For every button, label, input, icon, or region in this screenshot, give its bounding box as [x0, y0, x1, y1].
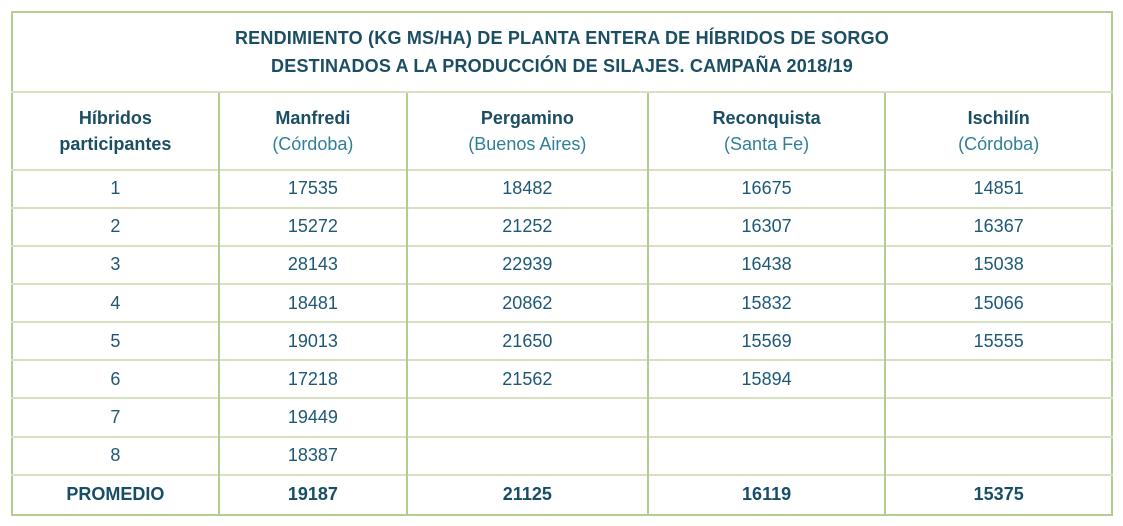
value-cell: 15038 — [885, 246, 1112, 284]
column-header-label: Reconquista — [712, 107, 821, 128]
column-header-hibridos — [12, 92, 219, 169]
column-header-label: Pergamino — [480, 107, 574, 128]
value-cell: 19449 — [219, 398, 407, 436]
table-row — [12, 437, 1112, 475]
column-header-sublabel: (Córdoba) — [272, 133, 354, 154]
title-row — [12, 12, 1112, 92]
value-cell: 15832 — [648, 284, 886, 322]
value-cell — [648, 398, 886, 436]
table-title-line2: DESTINADOS A LA PRODUCCIÓN DE SILAJES. CAMPAÑA 2018/19 — [271, 56, 853, 77]
value-cell — [648, 437, 886, 475]
summary-label: PROMEDIO — [12, 475, 219, 515]
table-row — [12, 170, 1112, 208]
column-header-pergamino — [407, 92, 648, 169]
value-cell: 16367 — [885, 208, 1112, 246]
column-header-label: Híbridos — [78, 107, 152, 128]
row-label: 7 — [12, 398, 219, 436]
value-cell: 15569 — [648, 322, 886, 360]
results-table — [11, 11, 1113, 516]
table-row — [12, 208, 1112, 246]
value-cell — [885, 437, 1112, 475]
value-cell: 18387 — [219, 437, 407, 475]
column-header-reconquista — [648, 92, 886, 169]
value-cell — [407, 437, 648, 475]
summary-value-cell: 19187 — [219, 475, 407, 515]
column-header-sublabel: (Córdoba) — [958, 133, 1040, 154]
value-cell: 16675 — [648, 170, 886, 208]
column-header-label: Manfredi — [275, 107, 351, 128]
value-cell: 14851 — [885, 170, 1112, 208]
value-cell: 19013 — [219, 322, 407, 360]
table-row — [12, 322, 1112, 360]
summary-row — [12, 475, 1112, 515]
value-cell: 20862 — [407, 284, 648, 322]
value-cell: 28143 — [219, 246, 407, 284]
row-label: 6 — [12, 360, 219, 398]
value-cell: 18481 — [219, 284, 407, 322]
column-header-sublabel: participantes — [59, 133, 172, 154]
row-label: 5 — [12, 322, 219, 360]
row-label: 8 — [12, 437, 219, 475]
results-table-container — [11, 11, 1113, 516]
column-header-manfredi — [219, 92, 407, 169]
value-cell: 21562 — [407, 360, 648, 398]
value-cell: 15555 — [885, 322, 1112, 360]
row-label: 4 — [12, 284, 219, 322]
table-row — [12, 398, 1112, 436]
value-cell: 18482 — [407, 170, 648, 208]
value-cell: 17218 — [219, 360, 407, 398]
table-row — [12, 284, 1112, 322]
table-row — [12, 246, 1112, 284]
header-row — [12, 92, 1112, 169]
summary-value-cell: 16119 — [648, 475, 886, 515]
table-title-line1: RENDIMIENTO (KG MS/HA) DE PLANTA ENTERA DE HÍBRIDOS DE SORGO — [234, 28, 890, 49]
table-title — [12, 12, 1112, 92]
column-header-sublabel: (Santa Fe) — [724, 133, 810, 154]
value-cell: 16438 — [648, 246, 886, 284]
value-cell — [885, 360, 1112, 398]
row-label: 3 — [12, 246, 219, 284]
column-header-ischilin — [885, 92, 1112, 169]
value-cell: 16307 — [648, 208, 886, 246]
value-cell: 21650 — [407, 322, 648, 360]
summary-value-cell: 21125 — [407, 475, 648, 515]
row-label: 2 — [12, 208, 219, 246]
column-header-label: Ischilín — [967, 107, 1030, 128]
value-cell: 15272 — [219, 208, 407, 246]
value-cell: 15894 — [648, 360, 886, 398]
value-cell — [407, 398, 648, 436]
table-row — [12, 360, 1112, 398]
value-cell: 21252 — [407, 208, 648, 246]
summary-value-cell: 15375 — [885, 475, 1112, 515]
value-cell: 17535 — [219, 170, 407, 208]
column-header-sublabel: (Buenos Aires) — [468, 133, 587, 154]
value-cell — [885, 398, 1112, 436]
value-cell: 22939 — [407, 246, 648, 284]
row-label: 1 — [12, 170, 219, 208]
value-cell: 15066 — [885, 284, 1112, 322]
